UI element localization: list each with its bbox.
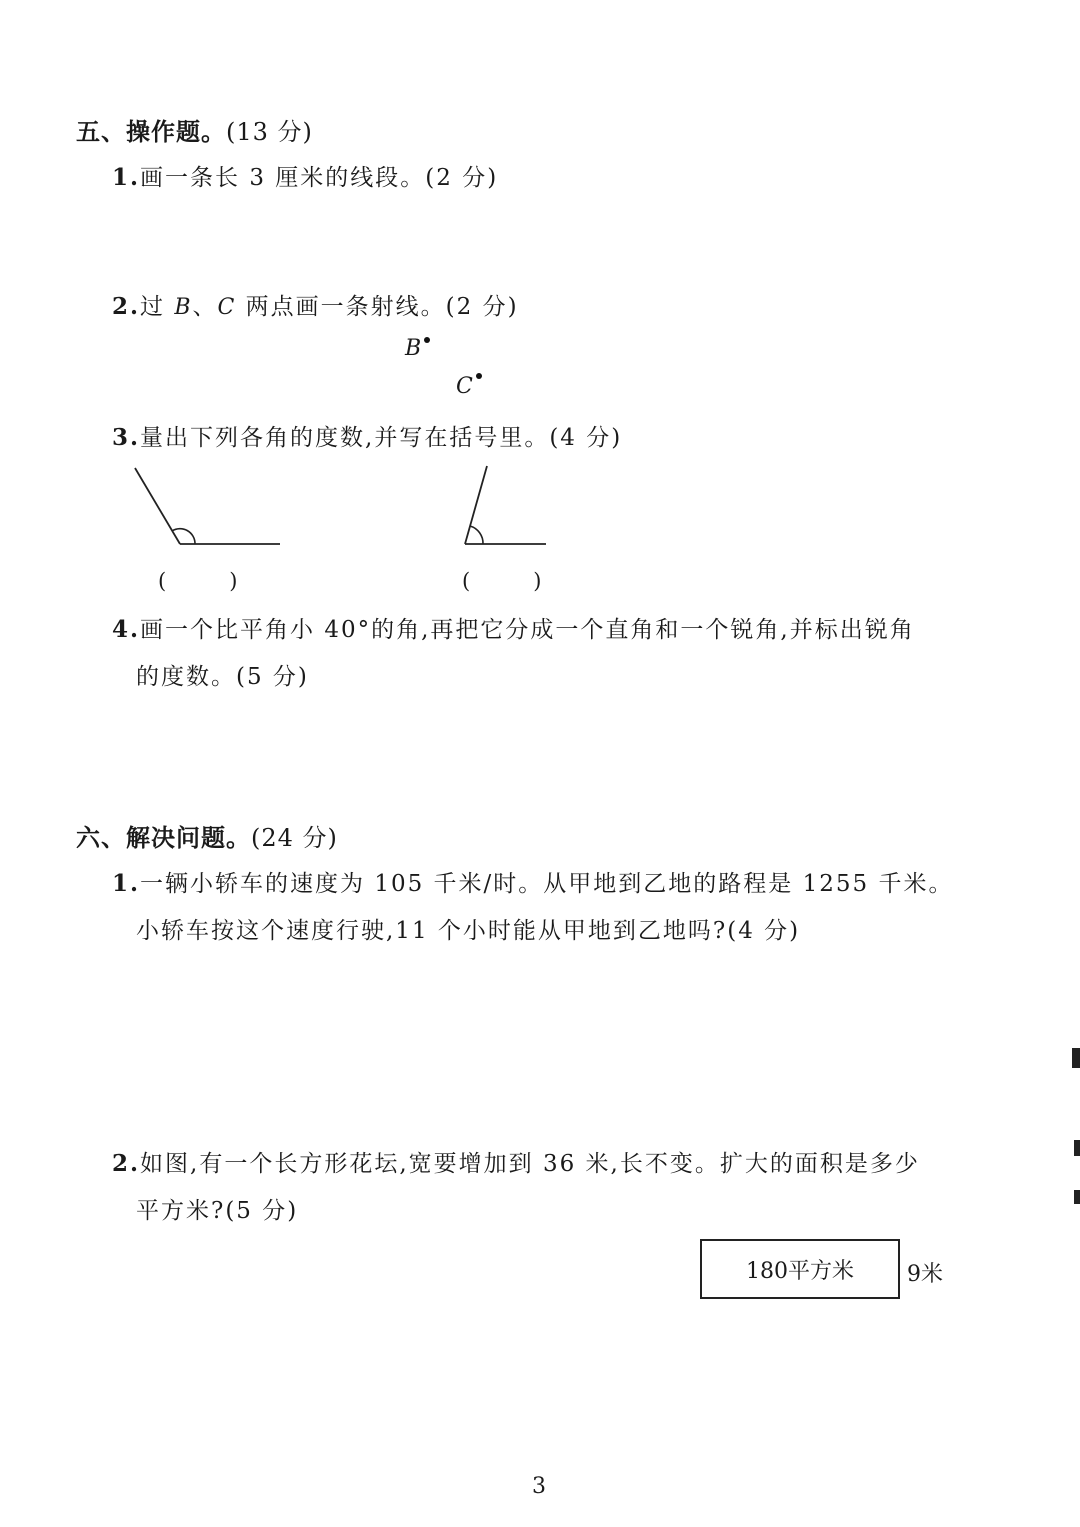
- section-6-points: (24 分): [251, 824, 338, 852]
- question-text: 画一条长 3 厘米的线段。(2 分): [140, 165, 499, 191]
- point-label-c-inline: C: [217, 295, 237, 320]
- separator: 、: [192, 294, 218, 320]
- question-5-4: [112, 611, 915, 644]
- point-c-label: C: [456, 374, 473, 399]
- page-number: 3: [532, 1474, 546, 1499]
- question-number: 2.: [112, 293, 141, 320]
- question-5-4-continued: 的度数。(5 分): [136, 664, 309, 690]
- question-6-2-continued: 平方米?(5 分): [136, 1198, 299, 1224]
- point-label-b-inline: B: [174, 295, 193, 320]
- question-text: 两点画一条射线。(2 分): [236, 294, 519, 320]
- question-number: 4.: [112, 616, 141, 643]
- scan-edge-mark: [1074, 1190, 1080, 1204]
- point-c-dot: [476, 373, 482, 379]
- question-6-1-continued: 小轿车按这个速度行驶,11 个小时能从甲地到乙地吗?(4 分): [136, 918, 801, 944]
- question-text: 画一个比平角小 40°的角,再把它分成一个直角和一个锐角,并标出锐角: [140, 617, 915, 643]
- flower-bed-rectangle: [700, 1239, 900, 1299]
- question-6-2: [112, 1145, 920, 1178]
- section-6-heading: [76, 818, 338, 853]
- question-number: 1.: [112, 870, 141, 897]
- answer-blank-1[interactable]: ( ): [158, 569, 238, 593]
- section-6-title: 六、解决问题。: [76, 823, 251, 852]
- question-text: 量出下列各角的度数,并写在括号里。(4 分): [140, 425, 623, 451]
- question-5-2: [112, 288, 519, 321]
- question-text: 一辆小轿车的速度为 105 千米/时。从甲地到乙地的路程是 1255 千米。: [140, 871, 954, 897]
- scan-edge-mark: [1074, 1140, 1080, 1156]
- question-text: 过: [140, 294, 175, 320]
- answer-blank-2[interactable]: ( ): [462, 569, 542, 593]
- question-text: 如图,有一个长方形花坛,宽要增加到 36 米,长不变。扩大的面积是多少: [140, 1151, 920, 1177]
- question-5-3: [112, 419, 622, 452]
- acute-angle-figure: [455, 458, 555, 553]
- rectangle-width-label: 9米: [907, 1262, 943, 1287]
- question-number: 3.: [112, 424, 141, 451]
- rectangle-area-label: 180平方米: [746, 1258, 854, 1284]
- scan-edge-mark: [1072, 1048, 1080, 1068]
- question-number: 1.: [112, 164, 141, 191]
- section-5-points: (13 分): [226, 118, 313, 146]
- point-b-dot: [424, 337, 430, 343]
- question-5-1: [112, 159, 498, 192]
- question-6-1: [112, 865, 953, 898]
- section-5-title: 五、操作题。: [76, 117, 226, 146]
- section-5-heading: [76, 112, 313, 147]
- obtuse-angle-figure: [125, 460, 290, 555]
- point-b-label: B: [405, 336, 422, 361]
- question-number: 2.: [112, 1150, 141, 1177]
